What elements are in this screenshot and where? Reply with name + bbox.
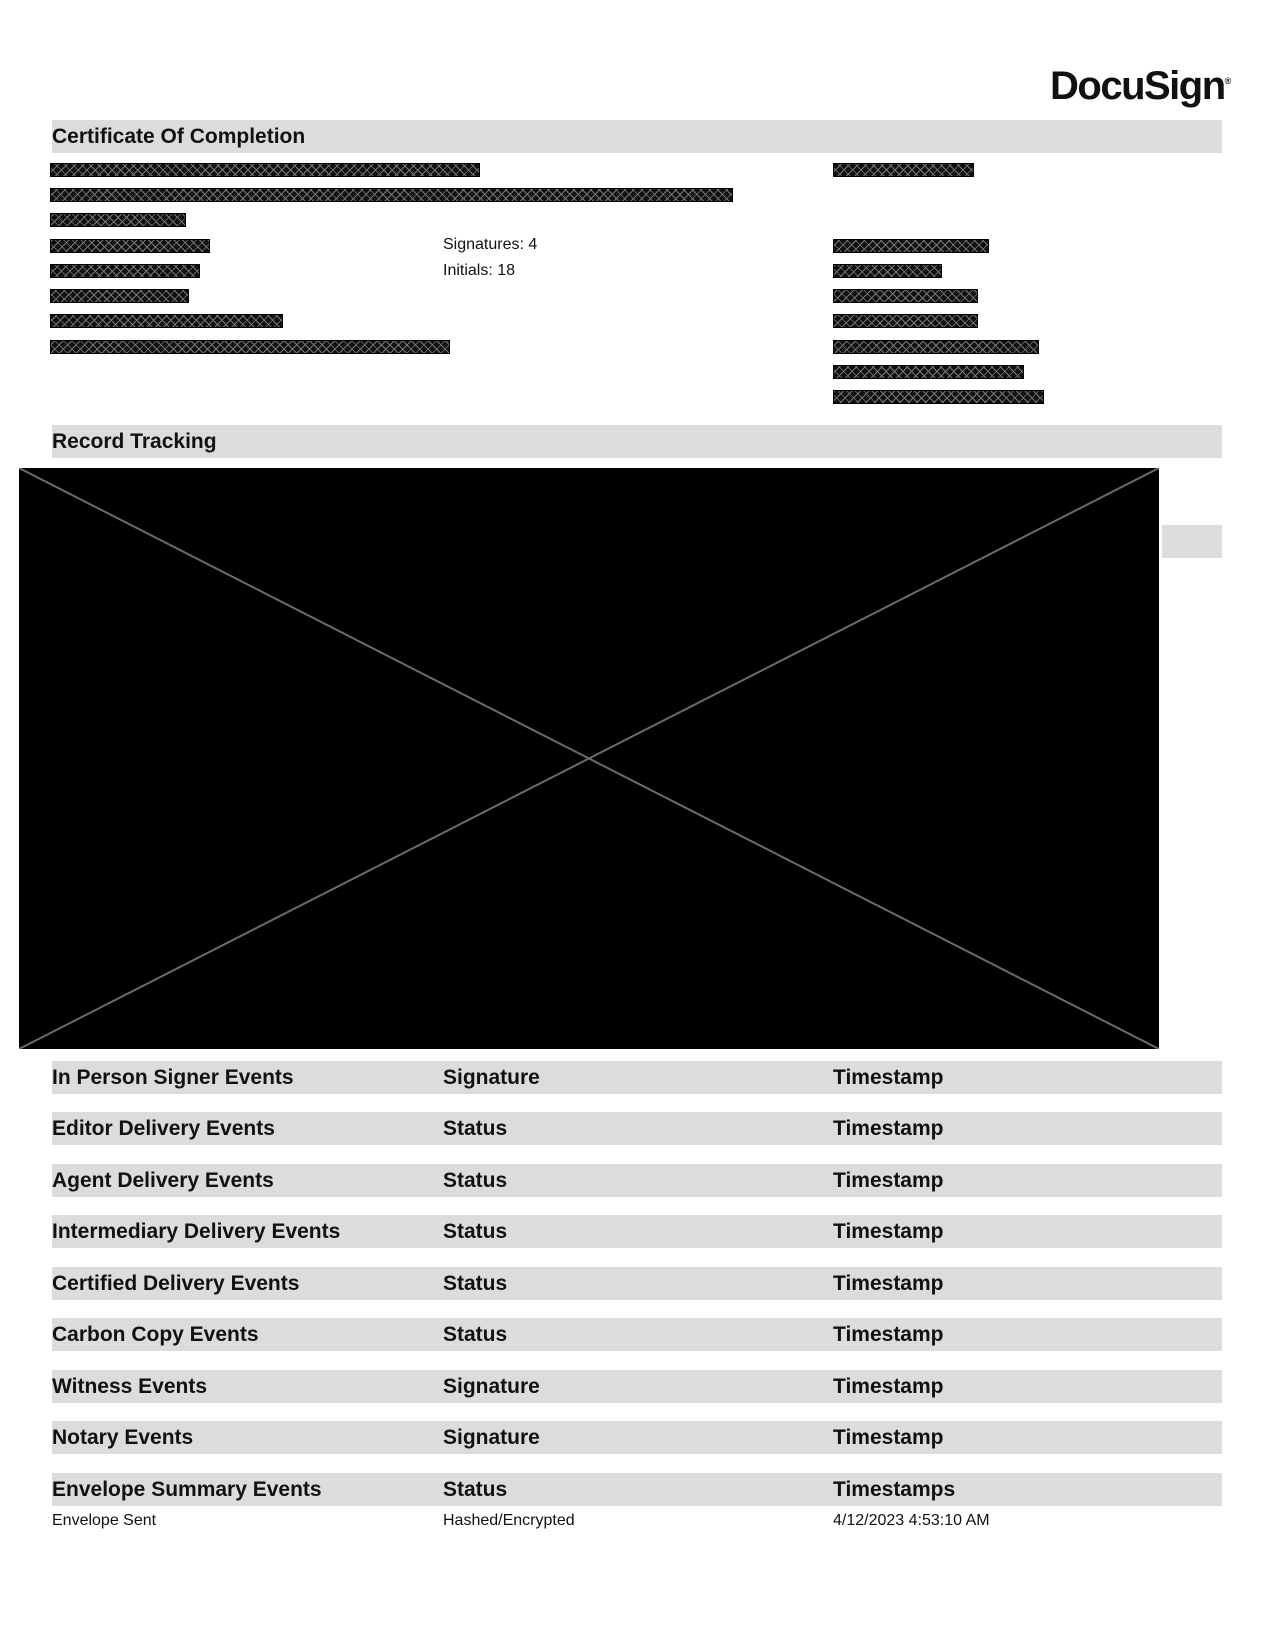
section-title: Notary Events bbox=[52, 1426, 194, 1449]
redacted-text bbox=[833, 163, 974, 177]
section-title: Envelope Summary Events bbox=[52, 1478, 322, 1501]
section-intermediary-delivery-events bbox=[52, 1215, 1222, 1248]
envelope-status: Hashed/Encrypted bbox=[443, 1512, 575, 1529]
column-header-timestamp: Timestamp bbox=[833, 1169, 944, 1192]
initials-count: Initials: 18 bbox=[443, 262, 516, 279]
column-header-timestamp: Timestamp bbox=[833, 1375, 944, 1398]
section-agent-delivery-events bbox=[52, 1164, 1222, 1197]
section-title: Witness Events bbox=[52, 1375, 208, 1398]
redacted-text bbox=[50, 314, 283, 328]
redacted-text bbox=[50, 239, 210, 253]
certificate-header bbox=[52, 120, 1222, 153]
docusign-logo: DocuSign® bbox=[1050, 64, 1232, 108]
column-header-signature: Signature bbox=[443, 1426, 540, 1449]
redacted-text bbox=[50, 188, 733, 202]
signatures-count: Signatures: 4 bbox=[443, 236, 538, 253]
redacted-text bbox=[833, 239, 989, 253]
section-title: Intermediary Delivery Events bbox=[52, 1220, 341, 1243]
redacted-image bbox=[19, 468, 1159, 1049]
column-header-status: Status bbox=[443, 1478, 508, 1501]
column-header-timestamp: Timestamp bbox=[833, 1323, 944, 1346]
column-header-signature: Signature bbox=[443, 1375, 540, 1398]
redaction-x-icon bbox=[19, 468, 1159, 1049]
column-header-timestamp: Timestamp bbox=[833, 1426, 944, 1449]
column-header-timestamp: Timestamp bbox=[833, 1220, 944, 1243]
section-title: Carbon Copy Events bbox=[52, 1323, 259, 1346]
envelope-event-name: Envelope Sent bbox=[52, 1512, 157, 1529]
redacted-text bbox=[50, 289, 189, 303]
column-header-timestamp: Timestamp bbox=[833, 1066, 944, 1089]
section-certified-delivery-events bbox=[52, 1267, 1222, 1300]
redacted-text bbox=[833, 390, 1044, 404]
redacted-text bbox=[50, 163, 480, 177]
column-header-status: Status bbox=[443, 1220, 508, 1243]
column-header-timestamp: Timestamp bbox=[833, 1272, 944, 1295]
record-tracking-title: Record Tracking bbox=[52, 430, 217, 453]
section-editor-delivery-events bbox=[52, 1112, 1222, 1145]
redacted-text bbox=[833, 289, 978, 303]
section-carbon-copy-events bbox=[52, 1318, 1222, 1351]
section-witness-events bbox=[52, 1370, 1222, 1403]
column-header-status: Status bbox=[443, 1117, 508, 1140]
redacted-text bbox=[833, 314, 978, 328]
section-title: Certified Delivery Events bbox=[52, 1272, 300, 1295]
column-header-status: Status bbox=[443, 1272, 508, 1295]
section-envelope-summary-events bbox=[52, 1473, 1222, 1506]
section-notary-events bbox=[52, 1421, 1222, 1454]
column-header-signature: Signature bbox=[443, 1066, 540, 1089]
envelope-timestamp: 4/12/2023 4:53:10 AM bbox=[833, 1512, 990, 1529]
column-header-timestamp: Timestamp bbox=[833, 1117, 944, 1140]
section-header-stub bbox=[1162, 525, 1222, 558]
section-title: Agent Delivery Events bbox=[52, 1169, 274, 1192]
column-header-status: Status bbox=[443, 1323, 508, 1346]
redacted-text bbox=[833, 340, 1039, 354]
redacted-text bbox=[50, 264, 200, 278]
record-tracking-header bbox=[52, 425, 1222, 458]
column-header-timestamps: Timestamps bbox=[833, 1478, 956, 1501]
redacted-text bbox=[833, 365, 1024, 379]
redacted-text bbox=[50, 213, 186, 227]
section-title: Editor Delivery Events bbox=[52, 1117, 275, 1140]
column-header-status: Status bbox=[443, 1169, 508, 1192]
certificate-title: Certificate Of Completion bbox=[52, 125, 306, 148]
section-in-person-signer-events bbox=[52, 1061, 1222, 1094]
redacted-text bbox=[50, 340, 450, 354]
redacted-text bbox=[833, 264, 942, 278]
section-title: In Person Signer Events bbox=[52, 1066, 294, 1089]
